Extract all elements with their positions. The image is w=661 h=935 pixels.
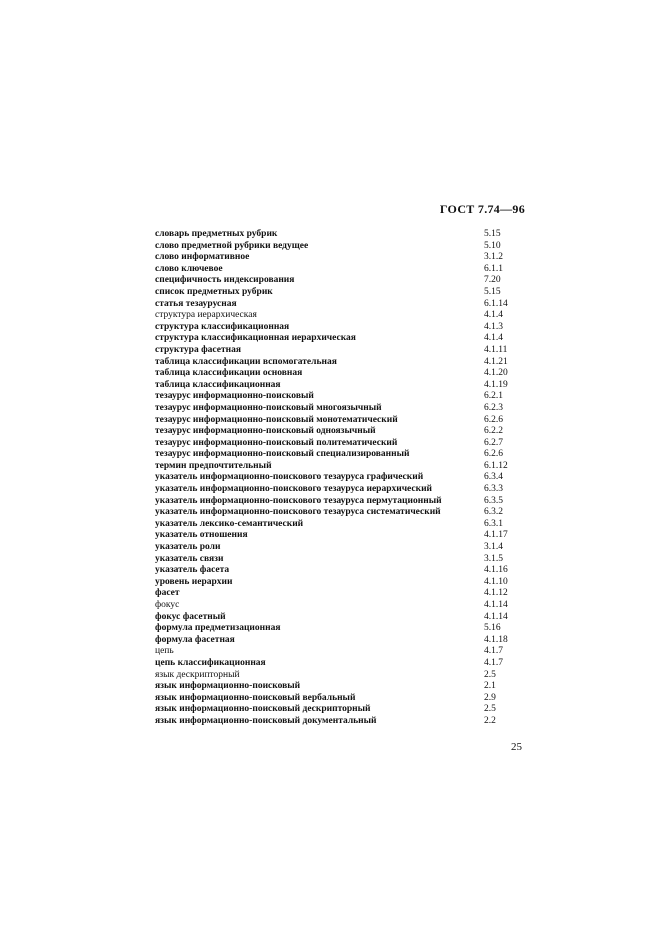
index-entry xyxy=(155,646,515,658)
index-section-ref: 2.5 xyxy=(484,669,496,680)
index-term: термин предпочтительный xyxy=(155,460,272,471)
index-section-ref: 4.1.10 xyxy=(484,576,508,587)
index-section-ref: 6.3.1 xyxy=(484,518,503,529)
index-section-ref: 7.20 xyxy=(484,275,501,286)
index-section-ref: 5.10 xyxy=(484,240,501,251)
index-section-ref: 6.2.6 xyxy=(484,449,503,460)
index-entry xyxy=(155,391,515,403)
index-entry xyxy=(155,287,515,299)
index-section-ref: 6.2.2 xyxy=(484,426,503,437)
index-term: формула предметизационная xyxy=(155,623,281,634)
index-entry xyxy=(155,403,515,415)
index-term: список предметных рубрик xyxy=(155,286,273,297)
index-entry xyxy=(155,357,515,369)
index-term: таблица классификационная xyxy=(155,379,281,390)
index-entry xyxy=(155,588,515,600)
index-entry xyxy=(155,600,515,612)
index-section-ref: 2.1 xyxy=(484,681,496,692)
index-section-ref: 6.2.3 xyxy=(484,402,503,413)
index-term: фокус xyxy=(155,600,180,610)
index-entry xyxy=(155,368,515,380)
index-term: указатель фасета xyxy=(155,565,230,576)
document-code-header: ГОСТ 7.74—96 xyxy=(439,202,525,216)
index-section-ref: 4.1.19 xyxy=(484,379,508,390)
index-term: статья тезаурусная xyxy=(155,298,237,309)
index-section-ref: 4.1.7 xyxy=(484,646,503,657)
index-section-ref: 6.3.3 xyxy=(484,484,503,495)
index-entry xyxy=(155,519,515,531)
index-term: формула фасетная xyxy=(155,634,235,645)
index-section-ref: 4.1.12 xyxy=(484,588,508,599)
page-number: 25 xyxy=(511,741,522,753)
index-term: тезаурус информационно-поисковый одноязычный xyxy=(155,426,376,437)
index-section-ref: 3.1.5 xyxy=(484,553,503,564)
index-entry xyxy=(155,704,515,716)
index-entry xyxy=(155,507,515,519)
index-section-ref: 2.2 xyxy=(484,715,496,726)
index-section-ref: 4.1.14 xyxy=(484,611,508,622)
index-term: язык информационно-поисковый дескрипторный xyxy=(155,704,371,715)
index-term: указатель информационно-поискового тезауруса пермутационный xyxy=(155,495,442,506)
index-term: указатель отношения xyxy=(155,530,248,541)
index-entry xyxy=(155,333,515,345)
index-entry xyxy=(155,322,515,334)
index-entry xyxy=(155,623,515,635)
index-section-ref: 4.1.4 xyxy=(484,333,503,344)
index-entry xyxy=(155,670,515,682)
index-entry xyxy=(155,264,515,276)
index-section-ref: 4.1.14 xyxy=(484,600,508,610)
index-entry xyxy=(155,229,515,241)
term-index-list xyxy=(155,229,515,728)
index-entry xyxy=(155,577,515,589)
index-term: указатель связи xyxy=(155,553,224,564)
index-term: структура фасетная xyxy=(155,344,241,355)
index-entry xyxy=(155,565,515,577)
index-entry xyxy=(155,449,515,461)
index-term: язык информационно-поисковый xyxy=(155,681,301,692)
index-term: тезаурус информационно-поисковый монотематический xyxy=(155,414,398,425)
index-entry xyxy=(155,542,515,554)
index-entry xyxy=(155,380,515,392)
index-section-ref: 4.1.17 xyxy=(484,530,508,541)
index-term: цепь xyxy=(155,646,174,657)
index-term: структура иерархическая xyxy=(155,310,257,321)
index-entry xyxy=(155,635,515,647)
index-entry xyxy=(155,716,515,728)
index-entry xyxy=(155,612,515,624)
index-term: тезаурус информационно-поисковый xyxy=(155,391,314,402)
index-term: язык информационно-поисковый документальный xyxy=(155,715,377,726)
index-entry xyxy=(155,299,515,311)
index-entry xyxy=(155,554,515,566)
index-section-ref: 3.1.2 xyxy=(484,252,503,263)
index-entry xyxy=(155,438,515,450)
index-entry xyxy=(155,345,515,357)
index-entry xyxy=(155,472,515,484)
index-term: фасет xyxy=(155,588,180,599)
index-section-ref: 6.3.5 xyxy=(484,495,503,506)
index-section-ref: 2.9 xyxy=(484,692,496,703)
index-term: язык дескрипторный xyxy=(155,669,240,680)
index-section-ref: 4.1.18 xyxy=(484,634,508,645)
index-entry xyxy=(155,426,515,438)
index-entry xyxy=(155,484,515,496)
index-term: указатель лексико-семантический xyxy=(155,518,304,529)
index-section-ref: 6.2.6 xyxy=(484,414,503,425)
index-section-ref: 4.1.7 xyxy=(484,657,503,668)
index-term: язык информационно-поисковый вербальный xyxy=(155,692,356,703)
index-term: таблица классификации вспомогательная xyxy=(155,356,337,367)
index-section-ref: 5.16 xyxy=(484,623,501,634)
index-entry xyxy=(155,658,515,670)
index-entry xyxy=(155,530,515,542)
index-section-ref: 5.15 xyxy=(484,229,501,239)
index-term: цепь классификационная xyxy=(155,657,266,668)
index-term: слово предметной рубрики ведущее xyxy=(155,240,309,251)
index-entry xyxy=(155,241,515,253)
index-entry xyxy=(155,461,515,473)
index-entry xyxy=(155,275,515,287)
index-term: таблица классификации основная xyxy=(155,368,303,379)
index-section-ref: 4.1.4 xyxy=(484,310,503,321)
index-term: указатель информационно-поискового тезауруса графический xyxy=(155,472,424,483)
index-entry xyxy=(155,310,515,322)
index-term: уровень иерархии xyxy=(155,576,233,587)
index-entry xyxy=(155,252,515,264)
index-term: указатель роли xyxy=(155,542,221,553)
index-entry xyxy=(155,415,515,427)
index-section-ref: 4.1.11 xyxy=(484,344,508,355)
index-section-ref: 4.1.16 xyxy=(484,565,508,576)
index-section-ref: 4.1.3 xyxy=(484,321,503,332)
index-entry xyxy=(155,496,515,508)
index-section-ref: 6.1.1 xyxy=(484,263,503,274)
index-section-ref: 6.3.4 xyxy=(484,472,503,483)
index-term: фокус фасетный xyxy=(155,611,226,622)
index-entry xyxy=(155,681,515,693)
index-section-ref: 6.2.1 xyxy=(484,391,503,402)
index-term: тезаурус информационно-поисковый специализированный xyxy=(155,449,410,460)
index-term: указатель информационно-поискового тезауруса иерархический xyxy=(155,484,433,495)
index-term: структура классификационная xyxy=(155,321,290,332)
index-section-ref: 5.15 xyxy=(484,286,501,297)
index-term: указатель информационно-поискового тезауруса систематический xyxy=(155,507,441,518)
index-term: специфичность индексирования xyxy=(155,275,295,286)
index-entry xyxy=(155,693,515,705)
index-term: слово ключевое xyxy=(155,263,223,274)
index-section-ref: 6.1.14 xyxy=(484,298,508,309)
index-section-ref: 4.1.21 xyxy=(484,356,508,367)
index-section-ref: 6.3.2 xyxy=(484,507,503,518)
index-term: тезаурус информационно-поисковый многоязычный xyxy=(155,402,382,413)
index-section-ref: 6.1.12 xyxy=(484,460,508,471)
index-term: тезаурус информационно-поисковый политематический xyxy=(155,437,398,448)
index-section-ref: 2.5 xyxy=(484,704,496,715)
index-term: словарь предметных рубрик xyxy=(155,229,278,239)
index-term: структура классификационная иерархическая xyxy=(155,333,356,344)
index-term: слово информативное xyxy=(155,252,250,263)
index-section-ref: 6.2.7 xyxy=(484,437,503,448)
index-section-ref: 3.1.4 xyxy=(484,542,503,553)
index-section-ref: 4.1.20 xyxy=(484,368,508,379)
